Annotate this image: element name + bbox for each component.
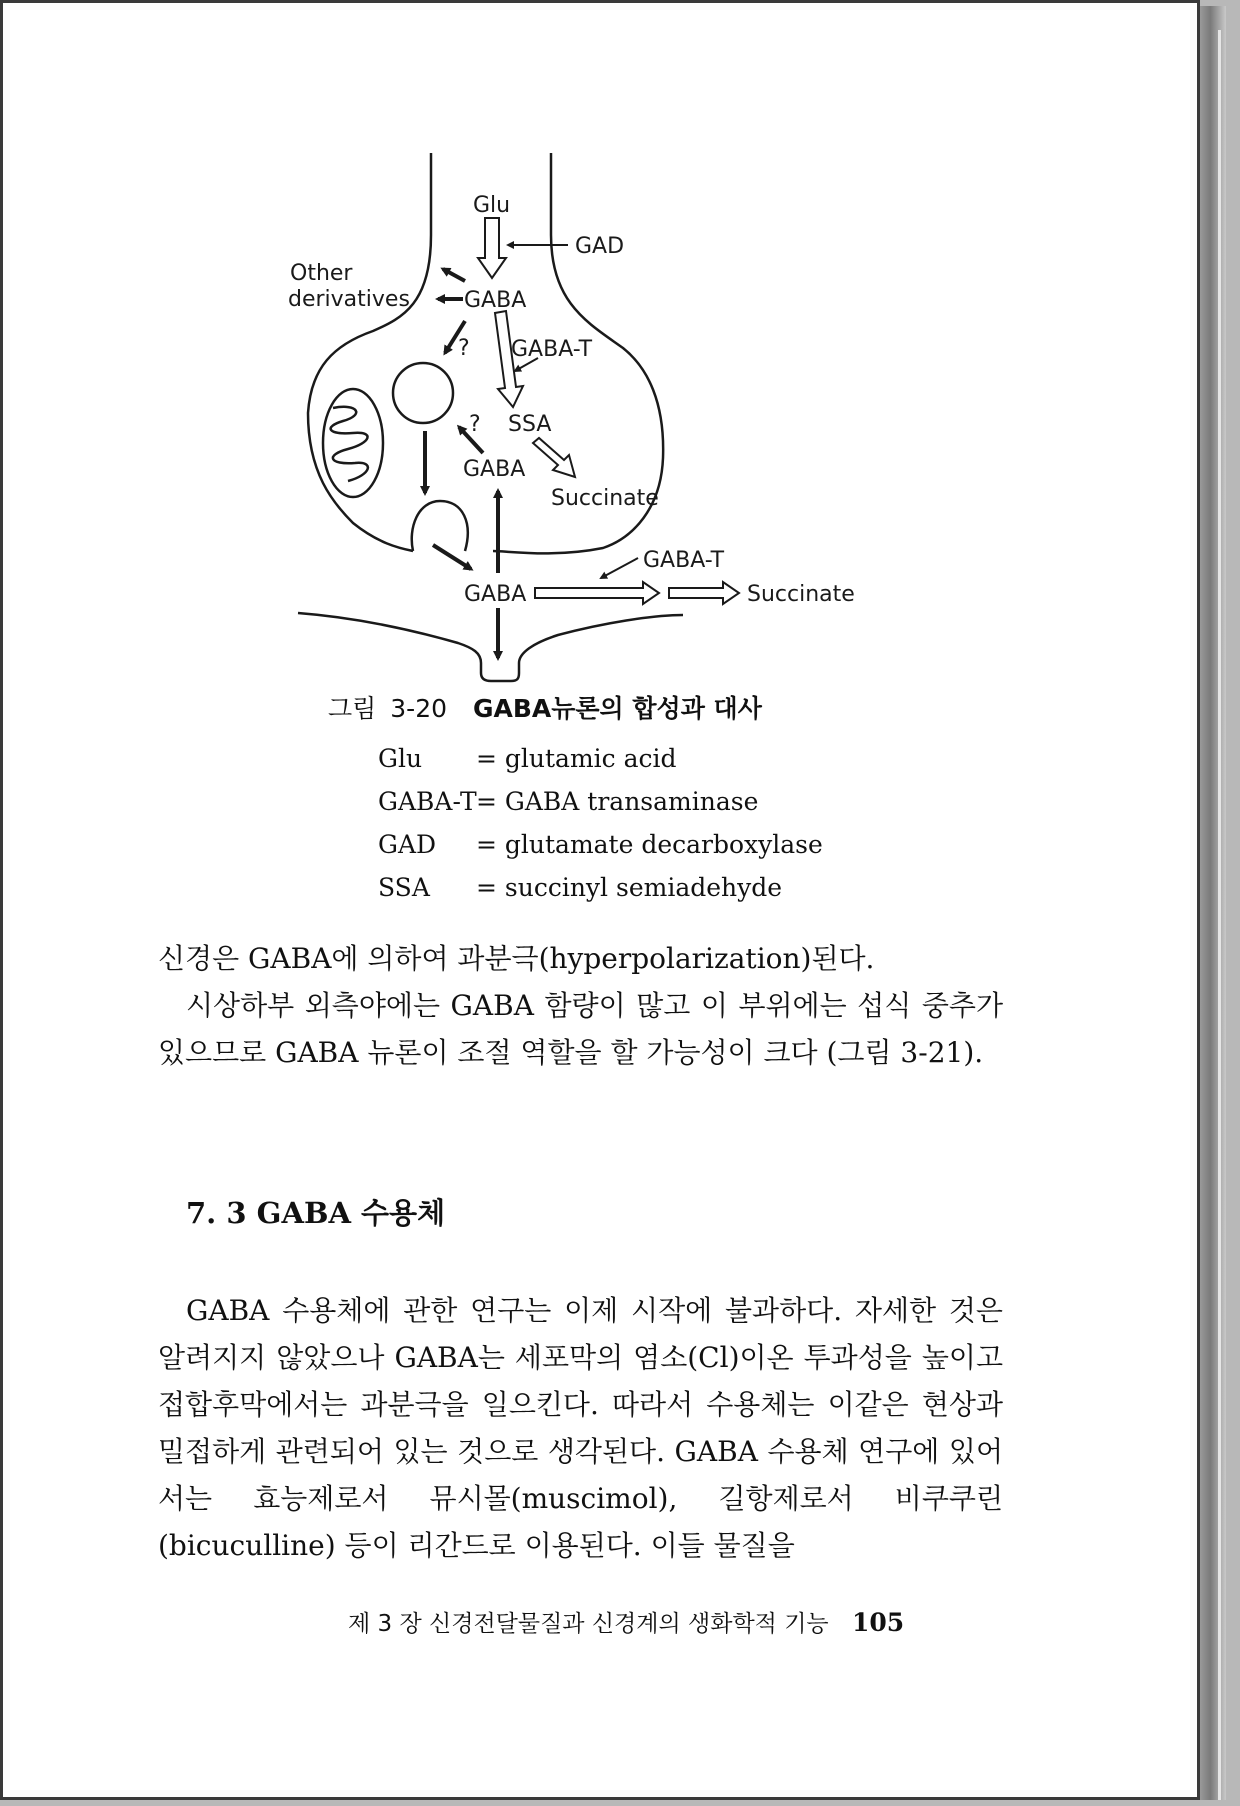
abbreviation-term: GAD [378, 830, 437, 859]
abbreviation-row [378, 866, 1128, 909]
figure-caption [328, 689, 1128, 909]
mitochondrion [323, 389, 383, 497]
section-number: 7. 3 [186, 1196, 247, 1230]
paragraph-gaba-receptor [158, 1287, 1003, 1569]
label-gaba-t-top: GABA-T [511, 337, 593, 362]
caption-label: 그림 [328, 694, 377, 723]
paragraph-body: GABA 수용체에 관한 연구는 이제 시작에 불과하다. 자세한 것은 알려지지 않았으나 GABA는 세포막의 염소(Cl)이온 투과성을 높이고 접합후막에서는 과분극을 일으킨다. 따라서 수용체는 이같은 현상과 밀접하게 관련되어 있는 것으로 생각된다. GABA 수용체 연구에 있어서는 효능제로서 뮤시몰(muscimol), 길항제로서 비쿠쿠린(bicuculline) 등이 리간드로 이용된다. 이들 물질을 [158, 1294, 1003, 1562]
glu-to-gaba-arrow [478, 218, 506, 278]
page-edge-highlight [1218, 30, 1221, 1800]
upper-derivatives-arrow [443, 269, 465, 281]
cleft-gaba-to-gaba-t-arrow [535, 582, 659, 604]
abbreviation-row [378, 780, 1128, 823]
abbreviation-term: SSA [378, 873, 430, 902]
abbreviation-definition: = GABA transaminase [476, 787, 759, 816]
label-question-2: ? [469, 412, 481, 437]
presynaptic-membrane [308, 153, 431, 551]
abbreviation-term: Glu [378, 744, 423, 773]
paragraph-line: 신경은 GABA에 의하여 과분극(hyperpolarization)된다. [158, 942, 875, 975]
abbreviation-row [378, 823, 1128, 866]
ssa-to-succinate-arrow [533, 438, 575, 477]
caption-title [328, 689, 1128, 725]
label-derivatives: derivatives [288, 287, 410, 312]
label-ssa: SSA [508, 412, 552, 437]
section-title-text: GABA 수용체 [256, 1196, 446, 1230]
label-gaba-mid: GABA [463, 457, 526, 482]
abbreviation-definition: = succinyl semiadehyde [476, 873, 783, 902]
synaptic-vesicle [393, 363, 453, 423]
label-question-1: ? [458, 336, 470, 361]
caption-title-text: GABA뉴론의 합성과 대사 [472, 694, 762, 723]
running-footer-chapter: 제 3 장 신경전달물질과 신경계의 생화학적 기능 [348, 1611, 829, 1637]
paragraph-line: 시상하부 외측야에는 GABA 함량이 많고 이 부위에는 섭식 중추가 있으므로 GABA 뉴론이 조절 역할을 할 가능성이 크다 (그림 3-21). [158, 989, 1003, 1069]
label-gaba-top: GABA [464, 288, 527, 313]
gaba-t-pointer-bottom [601, 558, 638, 578]
caption-number: 3-20 [390, 694, 448, 723]
postsynaptic-membrane [298, 613, 683, 681]
abbreviation-term: GABA-T [378, 787, 477, 816]
section-heading [186, 1191, 445, 1232]
label-gaba-t-bottom: GABA-T [643, 548, 725, 573]
gaba-neuron-diagram [3, 3, 1200, 703]
cleft-to-succinate-arrow [669, 582, 739, 604]
label-glu: Glu [473, 193, 511, 218]
paragraph-hyperpolarization [158, 935, 1003, 1076]
abbreviation-row [378, 737, 1128, 780]
page-footer [348, 1605, 904, 1638]
abbreviation-definition: = glutamate decarboxylase [476, 830, 823, 859]
label-gad: GAD [575, 234, 625, 259]
page-number: 105 [851, 1608, 905, 1637]
label-succinate-outer: Succinate [747, 582, 855, 607]
label-other: Other [290, 261, 353, 286]
label-succinate-inner: Succinate [551, 486, 659, 511]
docked-vesicle [412, 501, 468, 551]
abbreviation-definition: = glutamic acid [476, 744, 677, 773]
label-gaba-cleft: GABA [464, 582, 527, 607]
page-edge [1200, 6, 1226, 1800]
abbreviation-list [378, 737, 1128, 909]
